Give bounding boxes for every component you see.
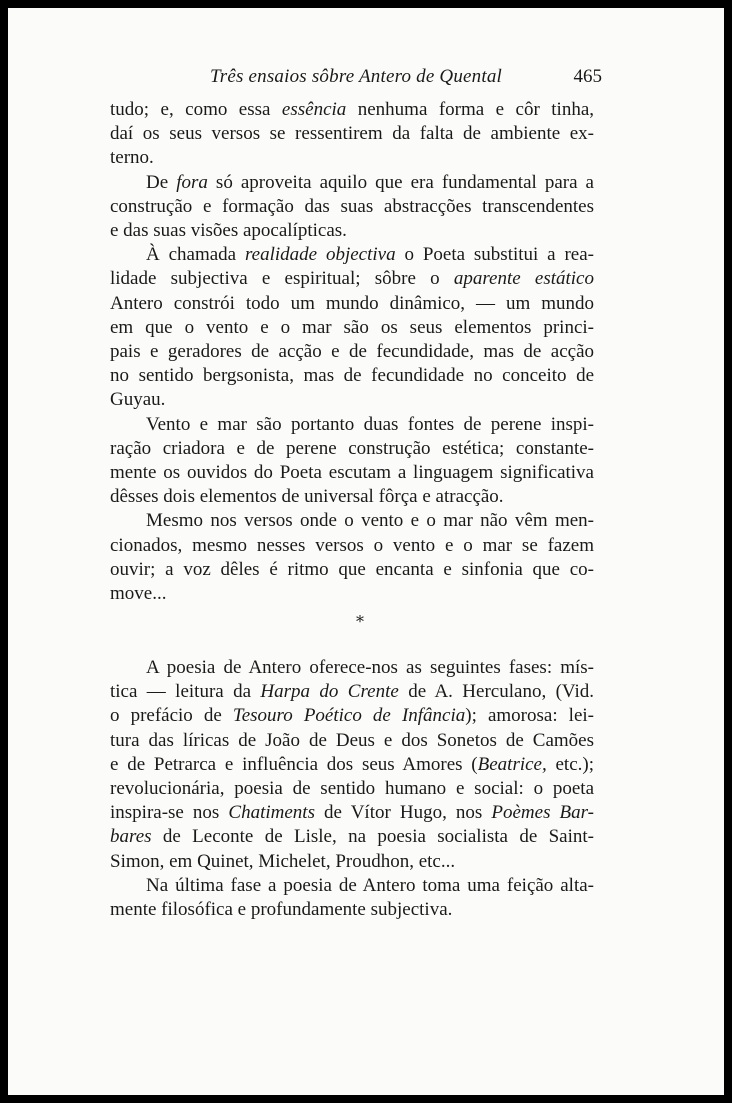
line: tudo; e, como essa essência nenhuma forma e côr tinha,: [110, 99, 594, 120]
line: De fora só aproveita aquilo que era fundamental para a: [146, 171, 594, 193]
line: tica — leitura da Harpa do Crente de A. Herculano, (Vid.: [110, 681, 595, 703]
text-block-2: [110, 656, 594, 922]
line: Simon, em Quinet, Michelet, Proudhon, etc...: [110, 850, 456, 872]
line: mente filosófica e profundamente subjectiva.: [110, 899, 453, 921]
line: Vento e mar são portanto duas fontes de perene inspi-: [146, 413, 594, 435]
section-separator: *: [356, 612, 364, 631]
line: cionados, mesmo nesses versos o vento e o mar se fazem: [110, 534, 594, 556]
line: mente os ouvidos do Poeta escutam a linguagem significativa: [110, 462, 594, 484]
line: dêsses dois elementos de universal fôrça e atracção.: [110, 486, 504, 508]
line: Mesmo nos versos onde o vento e o mar não vêm men-: [146, 510, 594, 532]
page-number: 465: [573, 66, 602, 87]
line: tura das líricas de João de Deus e dos Sonetos de Camões: [110, 729, 594, 751]
line: inspira-se nos Chatiments de Vítor Hugo, nos Poèmes Bar-: [110, 802, 594, 824]
line: A poesia de Antero oferece-nos as seguintes fases: mís-: [146, 657, 594, 678]
line: À chamada realidade objectiva o Poeta substitui a rea-: [146, 244, 594, 266]
line: Guyau.: [110, 389, 166, 411]
line: no sentido bergsonista, mas de fecundidade no conceito de: [110, 365, 594, 387]
line: ração criadora e de perene construção estética; constante-: [110, 437, 594, 459]
line: revolucionária, poesia de sentido humano e social: o poeta: [110, 778, 594, 800]
line: em que o vento e o mar são os seus elementos princi-: [110, 316, 594, 338]
line: pais e geradores de acção e de fecundidade, mas de acção: [110, 341, 594, 363]
line: daí os seus versos se ressentirem da falta de ambiente ex-: [110, 123, 594, 145]
line: terno.: [110, 147, 154, 169]
line: ouvir; a voz dêles é ritmo que encanta e sinfonia que co-: [110, 558, 594, 580]
line: Antero constrói todo um mundo dinâmico, — um mundo: [110, 292, 594, 314]
line: o prefácio de Tesouro Poético de Infância); amorosa: lei-: [110, 705, 594, 727]
page-header: [118, 66, 608, 94]
line: e das suas visões apocalípticas.: [110, 220, 347, 242]
running-title: Três ensaios sôbre Antero de Quental: [210, 66, 503, 87]
line: lidade subjectiva e espiritual; sôbre o aparente estático: [110, 268, 594, 290]
line: construção e formação das suas abstracções transcendentes: [110, 195, 594, 217]
line: bares de Leconte de Lisle, na poesia socialista de Saint-: [110, 826, 594, 848]
text-block-1: [110, 98, 594, 606]
line: e de Petrarca e influência dos seus Amores (Beatrice, etc.);: [110, 753, 594, 775]
line: move...: [110, 583, 167, 605]
line: Na última fase a poesia de Antero toma uma feição alta-: [146, 874, 594, 896]
